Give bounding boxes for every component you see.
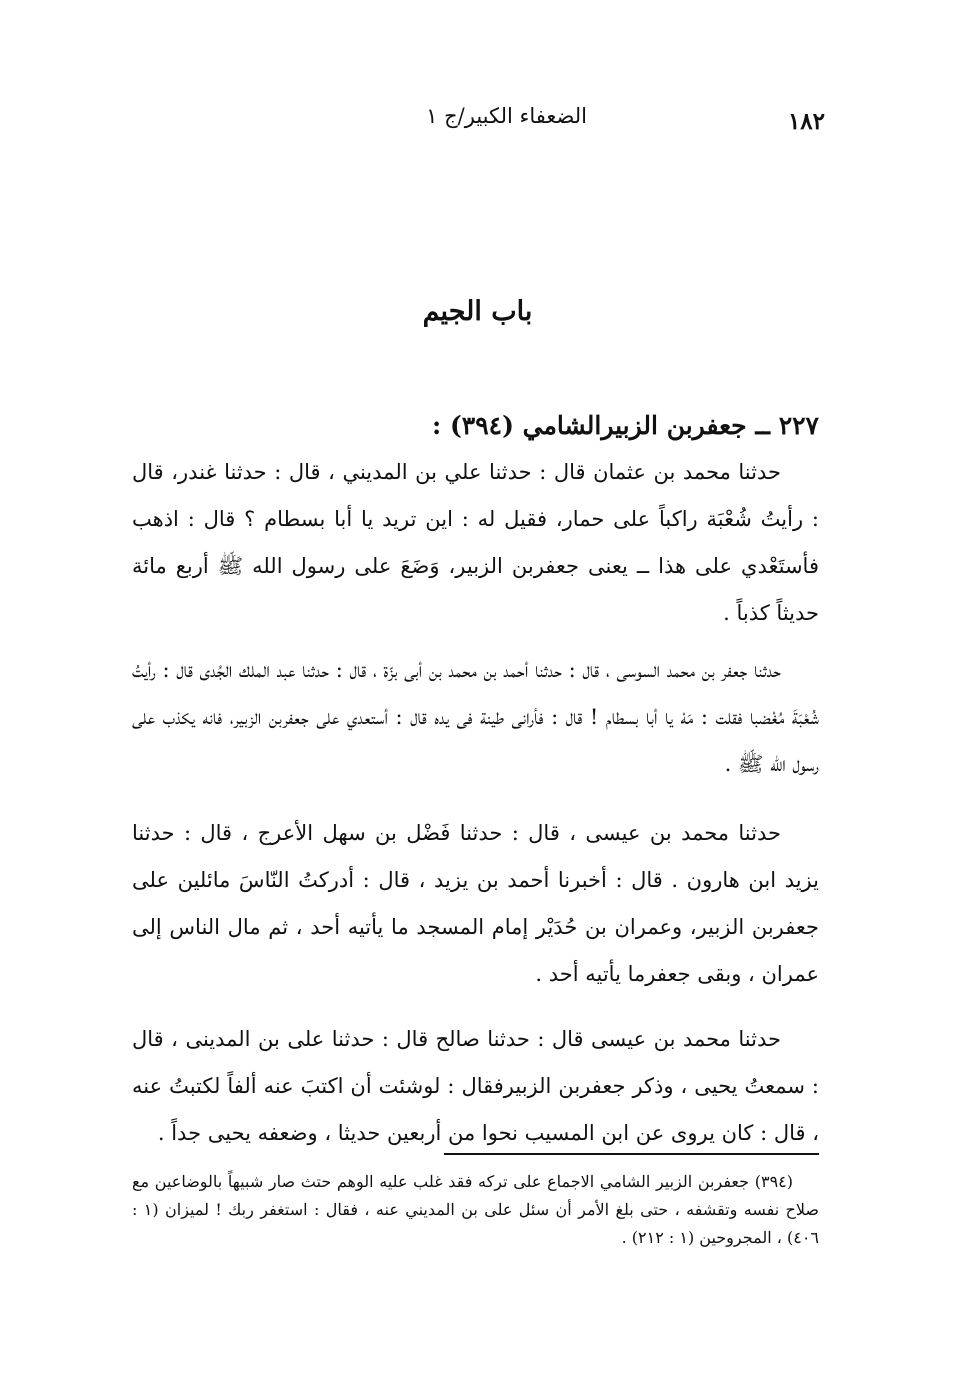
- paragraph: حدثنا جعفر بن محمد السوسى ، قال : حدثنا أحمد بن محمد بن أبى بزّة ، قال : حدثنا عبد الملك الجُدى قال : رأيتُ شُعْبَةَ مُغْضبا فقلت : مَهْ يا أبا بسطام ! قال : فأرانى طينة فى يده قال : أستعدي على جعفربن الزبير، فانه يكذب على رسول الله ﷺ .: [132, 658, 819, 776]
- book-title: الضعفاء الكبير/ج ١: [426, 104, 587, 128]
- chapter-title: باب الجيم: [422, 296, 533, 327]
- footnotes: [132, 1168, 819, 1252]
- paragraph: حدثنا محمد بن عيسى قال : حدثنا صالح قال : حدثنا على بن المدينى ، قال : سمعتُ يحيى ، وذكر جعفربن الزبيرفقال : لوشئت أن اكتبَ عنه ألفاً لكتبتُ عنه ، قال : كان يروى عن ابن المسيب نحوا من أربعين حديثا ، وضعفه يحيى جداً .: [132, 1027, 819, 1145]
- footnote-divider: [444, 1153, 819, 1155]
- main-text: [132, 403, 819, 1157]
- footnote: (٣٩٤) جعفربن الزبير الشامي الاجماع على تركه فقد غلب عليه الوهم حتث صار شبيهاً بالوضاعين مع صلاح نفسه وتقشفه ، حتى بلغ الأمر أن سئل على بن المديني عنه ، فقال : استغفر ربك ! لميزان (١ : ٤٠٦) ، المجروحين (١ : ٢١٢) .: [132, 1172, 819, 1247]
- running-header: [110, 100, 825, 140]
- paragraph: حدثنا محمد بن عيسى ، قال : حدثنا فَضْل بن سهل الأعرج ، قال : حدثنا يزيد ابن هارون . قال : أخبرنا أحمد بن يزيد ، قال : أدركتُ النّاسَ مائلين على جعفربن الزبير، وعمران بن حُدَيْر إمام المسجد ما يأتيه أحد ، ثم مال الناس إلى عمران ، وبقى جعفرما يأتيه أحد .: [132, 821, 819, 986]
- paragraph: حدثنا محمد بن عثمان قال : حدثنا علي بن المديني ، قال : حدثنا غندر، قال : رأيتُ شُعْبَة راكباً على حمار، فقيل له : اين تريد يا أبا بسطام ؟ قال : اذهب فأستَعْدي على هذا ــ يعنى جعفربن الزبير، وَضَعَ على رسول الله ﷺ أربع مائة حديثاً كذباً .: [132, 460, 819, 625]
- page-number: ١٨٢: [787, 108, 825, 135]
- entry-heading: ٢٢٧ ــ جعفربن الزبيرالشامي (٣٩٤) :: [432, 411, 819, 440]
